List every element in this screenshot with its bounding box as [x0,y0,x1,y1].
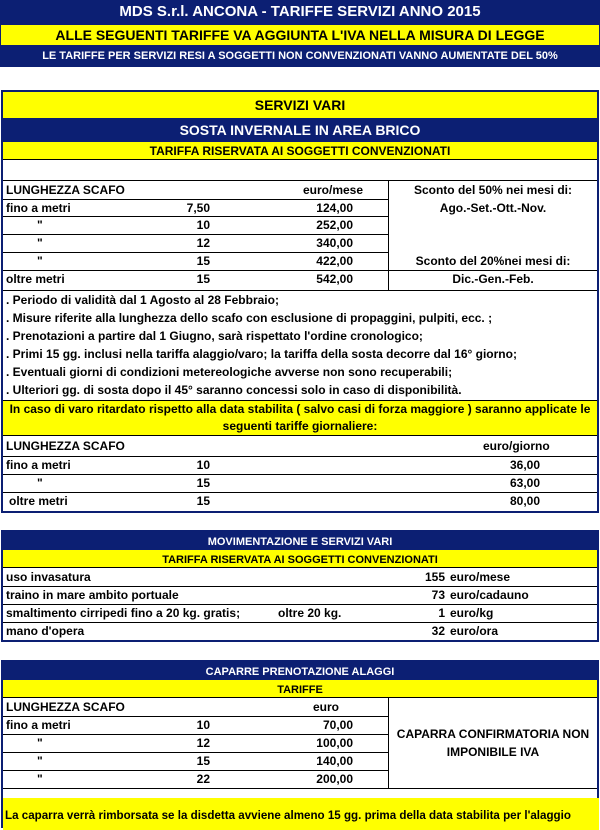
daily-row-length: 15 [196,494,210,508]
movimentazione-heading: MOVIMENTAZIONE E SERVIZI VARI [207,536,393,548]
daily-row-price: 36,00 [509,458,540,472]
caparre-col-price-label: euro [313,700,340,714]
sosta-heading-band [3,118,597,142]
discount-50-months: Ago.-Set.-Ott.-Nov. [439,201,547,215]
section-caparre [1,660,599,828]
service-label: mano d'opera [6,624,85,638]
caparre-row-length: 22 [196,772,210,786]
caparre-row-length: 10 [196,718,210,732]
row-length: 7,50 [186,201,210,215]
service-unit: euro/ora [450,624,499,638]
caparre-heading: CAPARRE PRENOTAZIONE ALAGGI [205,666,395,678]
row-label: fino a metri [6,201,71,215]
caparre-row-price: 70,00 [322,718,353,732]
service-amount: 73 [431,588,445,602]
row-price: 422,00 [316,254,353,268]
service-unit: euro/kg [450,606,494,620]
note-bookings: . Prenotazioni a partire dal 1 Giugno, sarà rispettato l'ordine cronologico; [6,329,423,343]
daily-col-price-label: euro/giorno [483,439,550,453]
caparra-note-line-1: CAPARRA CONFIRMATORIA NON [396,727,590,741]
row-label: " [37,218,43,232]
service-extra: oltre 20 kg. [278,606,342,620]
service-label: smaltimento cirripedi fino a 20 kg. gratis; [6,606,241,620]
reserved-band-2 [3,550,597,568]
note-validity: . Periodo di validità dal 1 Agosto al 28 Febbraio; [6,293,279,307]
late-launch-line-2: seguenti tariffe giornaliere: [222,419,378,433]
row-label: oltre metri [6,272,65,286]
discount-20-months: Dic.-Gen.-Feb. [452,272,534,286]
row-length: 12 [196,236,210,250]
col-length-label: LUNGHEZZA SCAFO [6,183,125,197]
caparre-row-label: " [37,772,43,786]
row-price: 124,00 [316,201,353,215]
caparre-row-label: " [37,736,43,750]
row-length: 10 [196,218,210,232]
caparre-row-label: " [37,754,43,768]
refund-notice: La caparra verrà rimborsata se la disdetta avviene almeno 15 gg. prima della data stabilita per l'alaggio [5,809,571,822]
row-length: 15 [196,272,210,286]
iva-notice: ALLE SEGUENTI TARIFFE VA AGGIUNTA L'IVA NELLA MISURA DI LEGGE [55,27,545,43]
daily-row-label: oltre metri [9,494,68,508]
tariffe-band [3,680,597,698]
note-measures: . Misure riferite alla lunghezza dello scafo con esclusione di propaggini, pulpiti, ecc. ; [6,311,493,325]
caparre-row-price: 140,00 [316,754,353,768]
caparre-heading-band [3,662,597,680]
header-title-band [0,0,600,24]
late-launch-line-1: In caso di varo ritardato rispetto alla data stabilita ( salvo casi di forza maggiore ) saranno applicate le [9,402,591,416]
reserved-label-2: TARIFFA RISERVATA AI SOGGETTI CONVENZIONATI [162,554,438,566]
section-movimentazione [1,530,599,642]
servizi-vari-heading-band [3,92,597,118]
service-amount: 32 [431,624,445,638]
row-price: 252,00 [316,218,353,232]
late-launch-band [3,400,597,436]
caparre-row-length: 12 [196,736,210,750]
service-amount: 1 [438,606,445,620]
service-unit: euro/cadauno [450,588,529,602]
caparre-col-length-label: LUNGHEZZA SCAFO [6,700,125,714]
daily-row-length: 10 [196,458,210,472]
daily-col-length-label: LUNGHEZZA SCAFO [6,439,125,453]
iva-band [0,24,600,46]
daily-row-label: fino a metri [6,458,71,472]
discount-50-title: Sconto del 50% nei mesi di: [413,183,573,197]
reserved-label-1: TARIFFA RISERVATA AI SOGGETTI CONVENZIONATI [149,144,451,158]
movimentazione-heading-band [3,532,597,550]
non-conv-notice: LE TARIFFE PER SERVIZI RESI A SOGGETTI NON CONVENZIONATI VANNO AUMENTATE DEL 50% [42,50,558,62]
header-title: MDS S.r.l. ANCONA - TARIFFE SERVIZI ANNO 2015 [119,3,481,20]
row-label: " [37,236,43,250]
service-label: uso invasatura [6,570,91,584]
daily-row-length: 15 [196,476,210,490]
reserved-band-1 [3,142,597,160]
row-length: 15 [196,254,210,268]
daily-row-label: " [37,476,43,490]
note-first-days: . Primi 15 gg. inclusi nella tariffa alaggio/varo; la tariffa della sosta decorre dal 16° giorno; [6,347,517,361]
sosta-heading: SOSTA INVERNALE IN AREA BRICO [179,122,421,138]
row-price: 340,00 [316,236,353,250]
daily-row-price: 63,00 [509,476,540,490]
caparre-row-price: 100,00 [316,736,353,750]
row-label: " [37,254,43,268]
refund-band [3,798,599,830]
caparre-row-price: 200,00 [316,772,353,786]
caparra-note-line-2: IMPONIBILE IVA [446,745,540,759]
col-price-label: euro/mese [303,183,364,197]
servizi-vari-heading: SERVIZI VARI [254,97,346,113]
non-conv-band [0,46,600,67]
service-label: traino in mare ambito portuale [6,588,179,602]
note-weather: . Eventuali giorni di condizioni metereologiche avverse non sono recuperabili; [6,365,453,379]
service-amount: 155 [424,570,445,584]
row-price: 542,00 [316,272,353,286]
service-unit: euro/mese [450,570,511,584]
tariffe-label: TARIFFE [277,684,323,696]
note-extra-days: . Ulteriori gg. di sosta dopo il 45° saranno concessi solo in caso di disponibilità. [6,383,462,397]
daily-row-price: 80,00 [509,494,540,508]
caparre-row-length: 15 [196,754,210,768]
caparre-row-label: fino a metri [6,718,71,732]
discount-20-title: Sconto del 20%nei mesi di: [415,254,571,268]
section-servizi-vari [1,90,599,513]
